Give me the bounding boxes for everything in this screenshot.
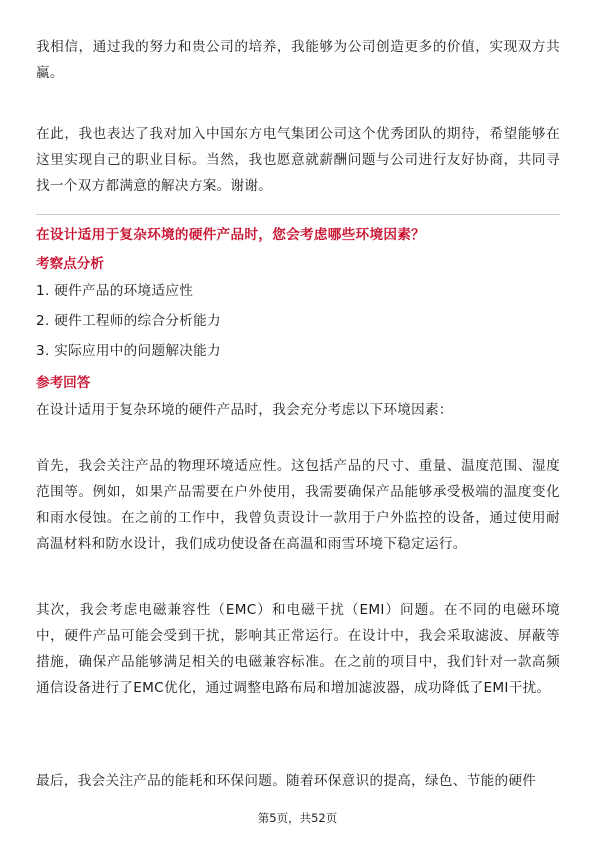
document-page bbox=[36, 0, 560, 842]
intro-paragraph: 在此，我也表达了我对加入中国东方电气集团公司这个优秀团队的期待，希望能够在这里实现自己的职业目标。当然，我也愿意就薪酬问题与公司进行友好协商，共同寻找一个双方都满意的解决方案。谢谢。 bbox=[36, 126, 560, 194]
answer-heading: 参考回答 bbox=[36, 375, 91, 391]
list-item: 3. 实际应用中的问题解决能力 bbox=[36, 343, 221, 359]
list-item: 1. 硬件产品的环境适应性 bbox=[36, 283, 194, 299]
answer-paragraph: 在设计适用于复杂环境的硬件产品时，我会充分考虑以下环境因素： bbox=[36, 402, 453, 418]
answer-paragraph: 首先，我会关注产品的物理环境适应性。这包括产品的尺寸、重量、温度范围、湿度范围等。例如，如果产品需要在户外使用，我需要确保产品能够承受极端的温度变化和雨水侵蚀。在之前的工作中，我曾负责设计一款用于户外监控的设备，通过使用耐高温材料和防水设计，我们成功使设备在高温和雨雪环境下稳定运行。 bbox=[36, 458, 560, 552]
section-divider bbox=[36, 214, 560, 215]
answer-paragraph: 其次，我会考虑电磁兼容性（EMC）和电磁干扰（EMI）问题。在不同的电磁环境中，硬件产品可能会受到干扰，影响其正常运行。在设计中，我会采取滤波、屏蔽等措施，确保产品能够满足相关的电磁兼容标准。在之前的项目中，我们针对一款高频通信设备进行了EMC优化，通过调整电路布局和增加滤波器，成功降低了EMI干扰。 bbox=[36, 602, 560, 696]
list-item: 2. 硬件工程师的综合分析能力 bbox=[36, 313, 221, 329]
question-heading: 在设计适用于复杂环境的硬件产品时，您会考虑哪些环境因素？ bbox=[36, 227, 426, 243]
page-number: 第5页，共52页 bbox=[257, 811, 338, 825]
answer-paragraph: 最后，我会关注产品的能耗和环保问题。随着环保意识的提高，绿色、节能的硬件 bbox=[36, 773, 537, 789]
intro-paragraph: 我相信，通过我的努力和贵公司的培养，我能够为公司创造更多的价值，实现双方共赢。 bbox=[36, 39, 560, 81]
analysis-list bbox=[36, 276, 221, 366]
analysis-heading: 考察点分析 bbox=[36, 256, 104, 272]
